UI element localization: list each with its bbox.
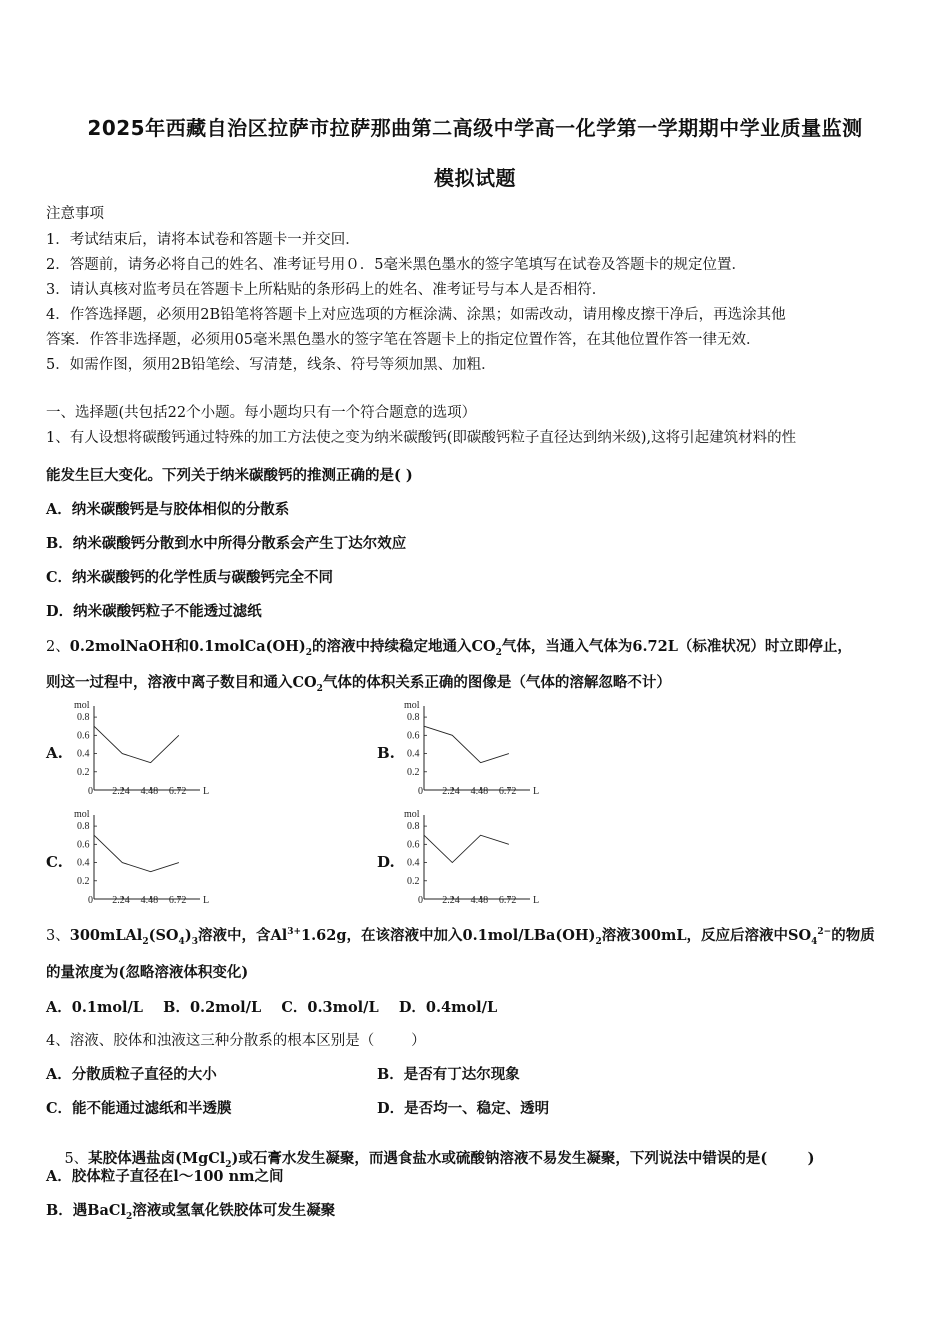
y-tick-label: 0.4 bbox=[77, 748, 90, 760]
q5-option-a: A．胶体粒子直径在l～100 nm之间 bbox=[46, 1168, 284, 1185]
notice-item-2: 2．答题前，请务必将自己的姓名、准考证号用０．5毫米黑色墨水的签字笔填写在试卷及答题卡的规定位置． bbox=[46, 257, 746, 273]
x-tick-label: 6.72 bbox=[168, 895, 187, 906]
q3-sub3: 3 bbox=[191, 936, 198, 947]
y-tick-label: 0.2 bbox=[77, 875, 90, 887]
q3-text-part2: (SO bbox=[148, 927, 179, 944]
x-axis-label: L bbox=[533, 786, 540, 797]
q1-option-d: D．纳米碳酸钙粒子不能透过滤纸 bbox=[46, 603, 262, 620]
notice-item-1: 1．考试结束后，请将本试卷和答题卡一并交回． bbox=[46, 232, 360, 248]
q3-stem-line1 bbox=[46, 924, 875, 947]
q2-option-d-label: D. bbox=[377, 853, 395, 871]
q4-option-a: A．分散质粒子直径的大小 bbox=[46, 1066, 217, 1083]
x-axis-label: L bbox=[533, 895, 540, 906]
q1-option-c: C．纳米碳酸钙的化学性质与碳酸钙完全不同 bbox=[46, 569, 334, 586]
q5-option-b-part2: 溶液或氢氧化铁胶体可发生凝聚 bbox=[132, 1202, 336, 1219]
graph-a bbox=[70, 700, 210, 805]
y-tick-label: 0.8 bbox=[77, 712, 90, 724]
y-tick-label: 0.6 bbox=[77, 839, 90, 851]
x-axis-label: L bbox=[203, 895, 210, 906]
y-axis-label: mol bbox=[74, 700, 90, 711]
y-tick-label: 0.4 bbox=[407, 748, 420, 760]
q3-text-part1: 300mLAl bbox=[69, 927, 143, 944]
y-tick-label: 0.6 bbox=[407, 839, 420, 851]
q4-option-c: C．能不能通过滤纸和半透膜 bbox=[46, 1100, 232, 1117]
series-line bbox=[424, 726, 509, 762]
series-line bbox=[94, 726, 179, 762]
y-tick-label: 0.6 bbox=[407, 730, 420, 742]
notice-item-4: 4．作答选择题，必须用2B铅笔将答题卡上对应选项的方框涂满、涂黑；如需改动，请用橡皮擦干净后，再选涂其他 bbox=[46, 307, 786, 323]
y-tick-label: 0.6 bbox=[77, 730, 90, 742]
q5-option-b-part1: B．遇BaCl bbox=[46, 1202, 126, 1219]
q4-stem: 4、溶液、胶体和浊液这三种分散系的根本区别是（ ） bbox=[46, 1033, 426, 1049]
y-tick-label: 0.8 bbox=[407, 821, 420, 833]
q2-stem-line2 bbox=[46, 671, 671, 694]
q4-option-b: B．是否有丁达尔现象 bbox=[377, 1066, 520, 1083]
q2-text-part1: 0.2molNaOH和0.1molCa(OH) bbox=[69, 638, 306, 655]
section-heading: 一、选择题(共包括22个小题。每小题均只有一个符合题意的选项） bbox=[46, 405, 477, 421]
q3-sub4: 2 bbox=[595, 936, 602, 947]
q3-text-part7: 的物质 bbox=[831, 927, 875, 944]
origin-label: 0 bbox=[418, 786, 423, 797]
q2-sub2: 2 bbox=[495, 647, 502, 658]
q2-stem-line1 bbox=[46, 635, 852, 658]
q3-stem-line2: 的量浓度为(忽略溶液体积变化) bbox=[46, 964, 249, 981]
exam-title-line1: 2025年西藏自治区拉萨市拉萨那曲第二高级中学高一化学第一学期期中学业质量监测 bbox=[87, 116, 863, 140]
notice-item-4-cont: 答案．作答非选择题，必须用05毫米黑色墨水的签字笔在答题卡上的指定位置作答，在其他位置作答一律无效． bbox=[46, 332, 761, 348]
x-tick-label: 4.48 bbox=[140, 786, 159, 797]
q2-text-part4: 则这一过程中，溶液中离子数目和通入CO bbox=[46, 674, 317, 691]
y-tick-label: 0.4 bbox=[77, 857, 90, 869]
graph-d bbox=[400, 809, 540, 914]
graph-c bbox=[70, 809, 210, 914]
x-tick-label: 2.24 bbox=[112, 786, 130, 797]
x-axis-label: L bbox=[203, 786, 210, 797]
q2-sub3: 2 bbox=[316, 683, 323, 694]
q5-sub1: 2 bbox=[225, 1159, 232, 1170]
y-tick-label: 0.8 bbox=[407, 712, 420, 724]
q3-sub5: 4 bbox=[811, 936, 818, 947]
y-tick-label: 0.2 bbox=[407, 766, 420, 778]
series-line bbox=[424, 835, 509, 862]
x-tick-label: 2.24 bbox=[112, 895, 130, 906]
q3-options: A．0.1mol/L B．0.2mol/L C．0.3mol/L D．0.4mol/L bbox=[46, 999, 498, 1016]
exam-title-line2: 模拟试题 bbox=[434, 166, 516, 190]
q1-stem-line2: 能发生巨大变化。下列关于纳米碳酸钙的推测正确的是( ) bbox=[46, 467, 413, 484]
y-tick-label: 0.2 bbox=[77, 766, 90, 778]
q2-option-b-label: B. bbox=[377, 744, 395, 762]
y-axis-label: mol bbox=[404, 700, 420, 711]
q3-text-part4: 溶液中，含Al bbox=[197, 927, 288, 944]
origin-label: 0 bbox=[88, 786, 93, 797]
q2-sub1: 2 bbox=[305, 647, 312, 658]
y-tick-label: 0.8 bbox=[77, 821, 90, 833]
y-tick-label: 0.4 bbox=[407, 857, 420, 869]
q5-text-part2: )或石膏水发生凝聚，而遇食盐水或硫酸钠溶液不易发生凝聚，下列说法中错误的是( ) bbox=[231, 1150, 815, 1167]
x-tick-label: 6.72 bbox=[168, 786, 187, 797]
q3-number: 3、 bbox=[46, 928, 70, 944]
q1-stem-line1: 1、有人设想将碳酸钙通过特殊的加工方法使之变为纳米碳酸钙(即碳酸钙粒子直径达到纳米级),这将引起建筑材料的性 bbox=[46, 430, 797, 446]
graph-b bbox=[400, 700, 540, 805]
q5-text-part1: 某胶体遇盐卤(MgCl bbox=[88, 1150, 226, 1167]
q5-number: 5、 bbox=[64, 1151, 89, 1167]
origin-label: 0 bbox=[88, 895, 93, 906]
notice-heading: 注意事项 bbox=[46, 206, 104, 222]
x-tick-label: 2.24 bbox=[442, 895, 460, 906]
q3-text-part3: ) bbox=[184, 927, 192, 944]
q3-sub2: 4 bbox=[178, 936, 185, 947]
q1-option-a: A．纳米碳酸钙是与胶体相似的分散系 bbox=[46, 501, 290, 518]
q3-sup2: 2− bbox=[817, 927, 832, 938]
q1-option-b: B．纳米碳酸钙分散到水中所得分散系会产生丁达尔效应 bbox=[46, 535, 407, 552]
q3-text-part5: 1.62g，在该溶液中加入0.1mol/LBa(OH) bbox=[301, 927, 596, 944]
notice-item-5: 5．如需作图，须用2B铅笔绘、写清楚，线条、符号等须加黑、加粗． bbox=[46, 357, 496, 373]
q5-option-b-sub: 2 bbox=[125, 1211, 133, 1222]
x-tick-label: 4.48 bbox=[470, 786, 489, 797]
q2-text-part5: 气体的体积关系正确的图像是（气体的溶解忽略不计） bbox=[322, 674, 671, 691]
series-line bbox=[94, 835, 179, 871]
y-tick-label: 0.2 bbox=[407, 875, 420, 887]
q2-text-part2: 的溶液中持续稳定地通入CO bbox=[311, 638, 496, 655]
x-tick-label: 2.24 bbox=[442, 786, 460, 797]
x-tick-label: 6.72 bbox=[498, 895, 517, 906]
q3-text-part6: 溶液300mL，反应后溶液中SO bbox=[601, 927, 812, 944]
notice-item-3: 3．请认真核对监考员在答题卡上所粘贴的条形码上的姓名、准考证号与本人是否相符． bbox=[46, 282, 607, 298]
y-axis-label: mol bbox=[404, 809, 420, 820]
q4-option-d: D．是否均一、稳定、透明 bbox=[377, 1100, 550, 1117]
origin-label: 0 bbox=[418, 895, 423, 906]
q2-option-a-label: A. bbox=[46, 744, 63, 762]
q2-option-c-label: C. bbox=[46, 853, 63, 871]
y-axis-label: mol bbox=[74, 809, 90, 820]
x-tick-label: 4.48 bbox=[470, 895, 489, 906]
q2-number: 2、 bbox=[46, 639, 70, 655]
q3-sub1: 2 bbox=[142, 936, 149, 947]
q2-text-part3: 气体，当通入气体为6.72L（标准状况）时立即停止， bbox=[501, 638, 852, 655]
x-tick-label: 4.48 bbox=[140, 895, 159, 906]
q5-option-b bbox=[46, 1199, 335, 1222]
x-tick-label: 6.72 bbox=[498, 786, 517, 797]
q3-sup1: 3+ bbox=[287, 927, 302, 938]
